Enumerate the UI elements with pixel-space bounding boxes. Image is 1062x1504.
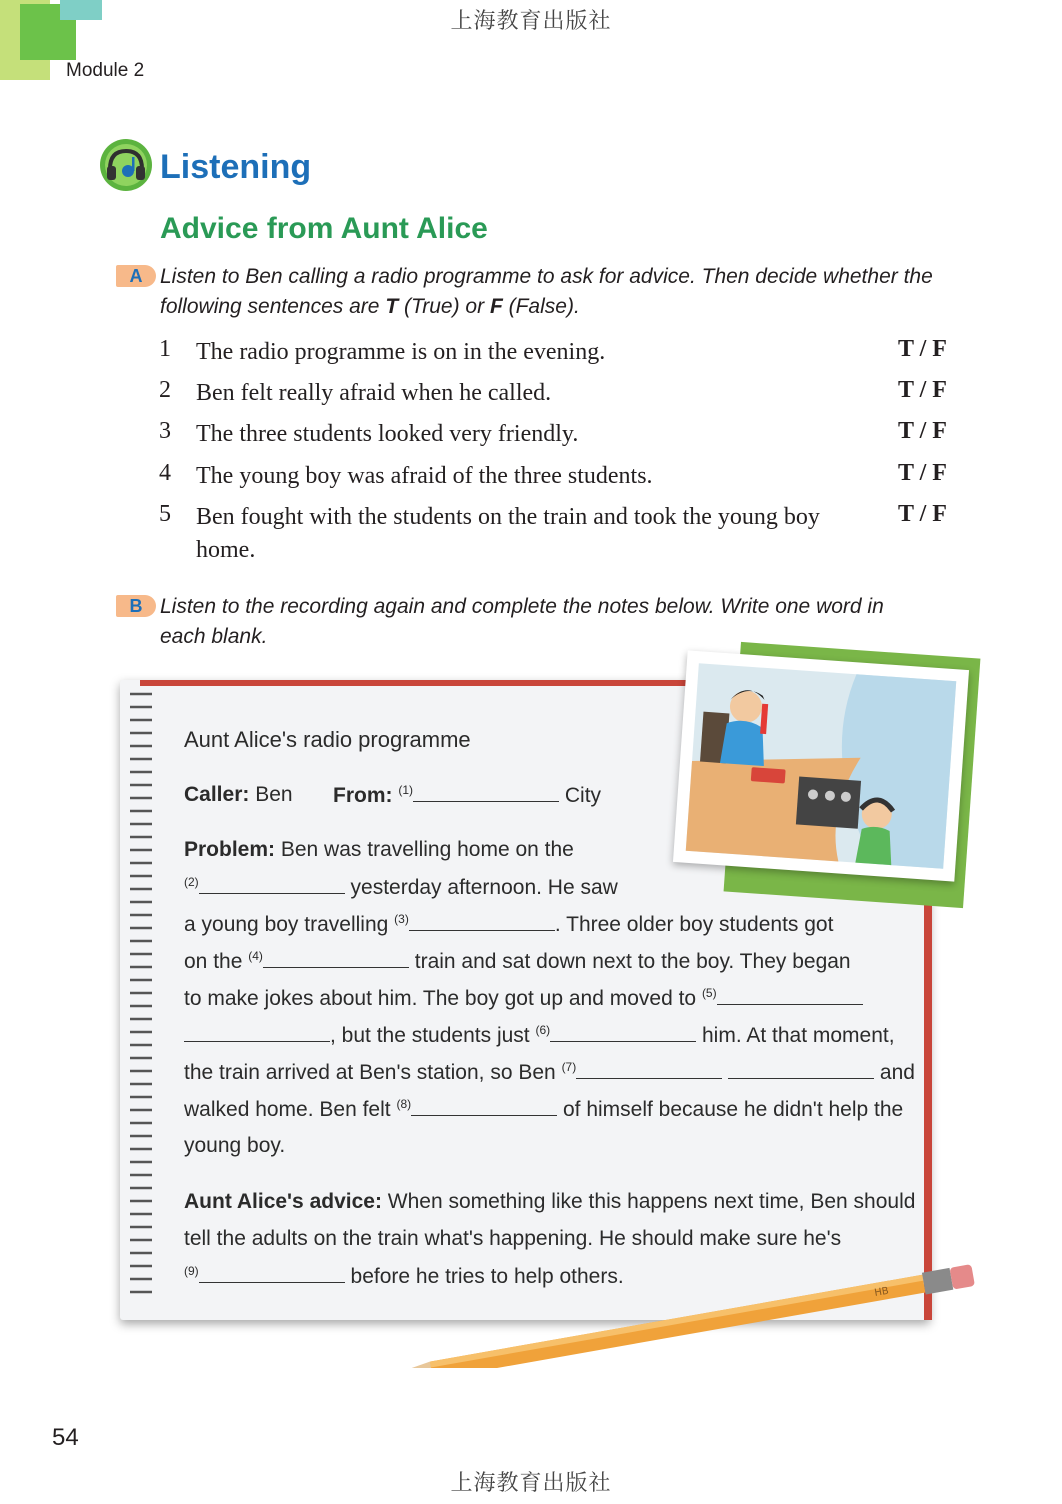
problem-line-9: young boy. (184, 1134, 286, 1157)
problem-line-8: walked home. Ben felt $^{(8)}$ of himself because he didn't help the (184, 1097, 904, 1121)
true-false-choice[interactable]: T / F (898, 501, 947, 527)
item-text: The radio programme is on in the evening. (196, 339, 606, 365)
true-false-choice[interactable]: T / F (898, 336, 947, 362)
true-false-choice[interactable]: T / F (898, 377, 947, 403)
item-text: Ben fought with the students on the train and took the young boy home. (196, 504, 820, 563)
module-label: Module 2 (66, 60, 145, 81)
section-subtitle: Advice from Aunt Alice (160, 212, 488, 245)
pencil-label: HB (873, 1285, 890, 1299)
problem-line-3: a young boy travelling $^{(3)}$ . Three older boy students got (184, 912, 834, 936)
exercise-a-instruction: Listen to Ben calling a radio programme to ask for advice. Then decide whether the following sentences are T (True) or F (False). (160, 265, 933, 318)
blank-7a[interactable] (576, 1060, 722, 1079)
caller-line: Caller: Ben (184, 783, 293, 806)
true-false-choice[interactable]: T / F (898, 460, 947, 486)
blank-5a[interactable] (717, 986, 863, 1005)
problem-line-6: , but the students just $^{(6)}$ him. At that moment, (184, 1023, 895, 1048)
radio-studio-illustration-icon (673, 650, 969, 881)
exercise-a-badge: A (116, 265, 156, 287)
item-text: The three students looked very friendly. (196, 421, 579, 447)
item-number: 2 (159, 377, 171, 403)
pencil-icon (345, 1258, 985, 1368)
blank-5b[interactable] (184, 1023, 330, 1042)
section-title: Listening (160, 148, 312, 186)
blank-4[interactable] (263, 949, 409, 968)
notes-heading: Aunt Alice's radio programme (184, 727, 471, 752)
exercise-b-instruction: Listen to the recording again and complete the notes below. Write one word in each blank. (160, 595, 884, 648)
problem-line-2: $^{(2)}$ yesterday afternoon. He saw (184, 875, 618, 899)
item-text: Ben felt really afraid when he called. (196, 380, 552, 406)
problem-line-4: on the $^{(4)}$ train and sat down next to the boy. They began (184, 949, 851, 973)
blank-8[interactable] (411, 1097, 557, 1116)
blank-3[interactable] (409, 912, 555, 931)
problem-line-1: Problem: Ben was travelling home on the (184, 838, 574, 861)
item-text: The young boy was afraid of the three students. (196, 463, 653, 489)
problem-line-7: the train arrived at Ben's station, so Ben $^{(7)}$ and (184, 1060, 915, 1084)
publisher-footer: 上海教育出版社 (450, 1471, 612, 1496)
blank-6[interactable] (550, 1023, 696, 1042)
problem-line-5: to make jokes about him. The boy got up and moved to $^{(5)}$ (184, 986, 863, 1011)
true-false-choice[interactable]: T / F (898, 418, 947, 444)
blank-2[interactable] (199, 875, 345, 894)
spiral-binding-icon (126, 690, 156, 1310)
advice-line-1: Aunt Alice's advice: When something like this happens next time, Ben should (184, 1190, 916, 1213)
radio-photo (673, 650, 969, 881)
blank-7b[interactable] (728, 1060, 874, 1079)
headphones-icon (98, 137, 154, 193)
blank-9[interactable] (199, 1264, 345, 1283)
blank-1[interactable] (413, 783, 559, 802)
item-number: 5 (159, 501, 171, 527)
publisher-header: 上海教育出版社 (450, 9, 612, 34)
exercise-b-badge: B (116, 595, 156, 617)
item-number: 1 (159, 336, 171, 362)
advice-line-2: tell the adults on the train what's happening. He should make sure he's (184, 1227, 842, 1250)
from-line: From: $^{(1)}$ City (333, 783, 602, 807)
item-number: 4 (159, 460, 171, 486)
page-number: 54 (52, 1424, 79, 1451)
item-number: 3 (159, 418, 171, 444)
advice-line-3: $^{(9)}$ before he tries to help others. (184, 1264, 624, 1288)
